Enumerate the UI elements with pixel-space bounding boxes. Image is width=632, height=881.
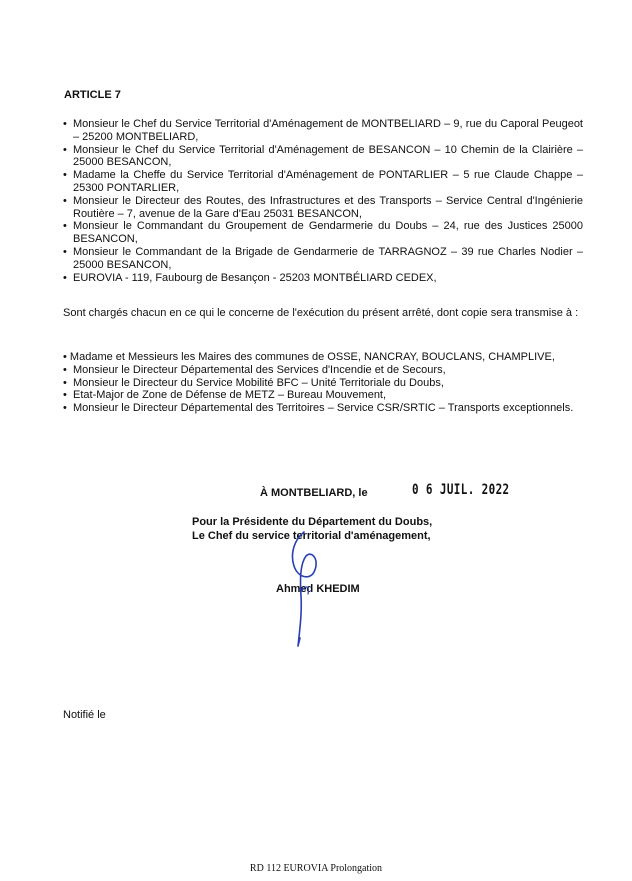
bullet-icon: • (63, 169, 67, 182)
execution-paragraph: Sont chargés chacun en ce qui le concerne de l'exécution du présent arrêté, dont copie sera transmise à : (63, 307, 579, 319)
list-item (63, 389, 583, 402)
notified-label: Notifié le (63, 709, 106, 721)
recipient-text: Monsieur le Directeur du Service Mobilité BFC – Unité Territoriale du Doubs, (73, 376, 444, 389)
list-item (63, 220, 583, 246)
list-item (63, 377, 583, 390)
bullet-icon: • (63, 220, 67, 233)
list-item (63, 195, 583, 221)
handwritten-signature (270, 520, 340, 660)
bullet-icon: • (63, 194, 67, 207)
bullet-icon: • (63, 351, 67, 363)
copy-recipients-list (63, 351, 583, 415)
bullet-icon: • (63, 363, 67, 376)
page-footer: RD 112 EUROVIA Prolongation (249, 863, 383, 874)
recipient-text: Madame et Messieurs les Maires des communes de OSSE, NANCRAY, BOUCLANS, CHAMPLIVE, (69, 351, 555, 363)
signer-name: Ahmed KHEDIM (276, 583, 360, 595)
recipient-text: Monsieur le Directeur des Routes, des Infrastructures et des Transports – Service Central d'Ingénierie Routière – 7, avenue de la Gare d'Eau 25031 BESANCON, (73, 194, 583, 220)
list-item (63, 364, 583, 377)
bullet-icon: • (63, 271, 67, 284)
bullet-icon: • (63, 402, 67, 415)
article-title: ARTICLE 7 (64, 89, 121, 101)
primary-recipients-list (63, 118, 583, 284)
bullet-icon: • (63, 389, 67, 402)
list-item (63, 351, 583, 364)
signature-title-line1: Pour la Présidente du Département du Doubs, (192, 516, 433, 528)
list-item (63, 144, 583, 170)
recipient-text: Monsieur le Chef du Service Territorial d'Aménagement de BESANCON – 10 Chemin de la Clairière – 25000 BESANCON, (73, 143, 583, 169)
place-label: À MONTBELIARD, le (260, 487, 368, 499)
list-item (63, 246, 583, 272)
recipient-text: Monsieur le Directeur Départemental des Territoires – Service CSR/SRTIC – Transports exceptionnels. (73, 402, 574, 415)
recipient-text: EUROVIA - 119, Faubourg de Besançon - 25203 MONTBÉLIARD CEDEX, (73, 271, 437, 284)
list-item (63, 118, 583, 144)
bullet-icon: • (63, 143, 67, 156)
signature-title-line2: Le Chef du service territorial d'aménagement, (192, 530, 431, 542)
recipient-text: Monsieur le Commandant du Groupement de Gendarmerie du Doubs – 24, rue des Justices 25000 BESANCON, (73, 220, 583, 246)
recipient-text: Monsieur le Commandant de la Brigade de Gendarmerie de TARRAGNOZ – 39 rue Charles Nodier – 25000 BESANCON, (73, 245, 583, 271)
recipient-text: Etat-Major de Zone de Défense de METZ – Bureau Mouvement, (73, 389, 387, 402)
list-item (63, 272, 583, 285)
recipient-text: Monsieur le Directeur Départemental des Services d'Incendie et de Secours, (73, 363, 446, 376)
list-item (63, 402, 583, 415)
bullet-icon: • (63, 376, 67, 389)
list-item (63, 169, 583, 195)
bullet-icon: • (63, 118, 67, 130)
recipient-text: Monsieur le Chef du Service Territorial d'Aménagement de MONTBELIARD – 9, rue du Caporal Peugeot – 25200 MONTBELIARD, (73, 118, 583, 143)
bullet-icon: • (63, 245, 67, 258)
recipient-text: Madame la Cheffe du Service Territorial d'Aménagement de PONTARLIER – 5 rue Claude Chappe – 25300 PONTARLIER, (73, 169, 583, 194)
date-stamp: 0 6 JUIL. 2022 (412, 482, 510, 498)
